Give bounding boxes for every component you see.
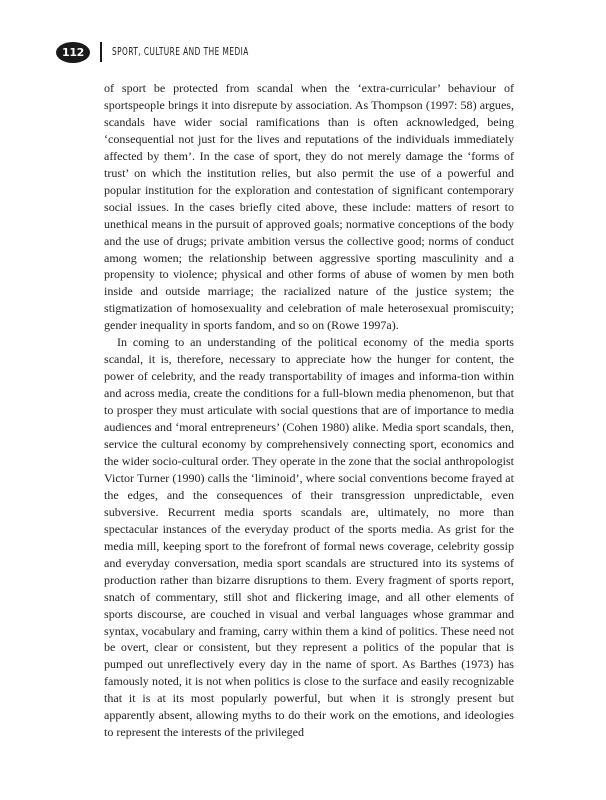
header-divider <box>100 42 102 62</box>
running-title: SPORT, CULTURE AND THE MEDIA <box>112 46 249 58</box>
running-head <box>56 40 287 64</box>
body-text <box>104 80 514 741</box>
paragraph-political-economy: In coming to an understanding of the political economy of the media sports scandal, it is, therefore, necessary to appreciate how the hunger for content, the power of celebrity, and the ready transportability of images and informa-tion within and across media, create the conditions for a full-blown media phenomenon, but that to prosper they must articulate with social questions that are of importance to media audiences and ‘moral entrepreneurs’ (Cohen 1980) alike. Media sport scandals, then, service the cultural economy by comprehensively connecting sport, economics and the wider socio-cultural order. They operate in the zone that the social anthropologist Victor Turner (1990) calls the ‘liminoid’, where social conventions become frayed at the edges, and the consequences of their transgression unpredictable, even subversive. Recurrent media sports scandals are, ultimately, no more than spectacular instances of the everyday product of the sports media. As grist for the media mill, keeping sport to the forefront of formal news coverage, celebrity gossip and everyday conversation, media sport scandals are structured into its systems of production rather than bizarre disruptions to them. Every fragment of sports report, snatch of commentary, still shot and flickering image, and all other elements of sports discourse, are couched in visual and verbal languages whose grammar and syntax, vocabulary and framing, carry within them a kind of politics. These need not be overt, clear or consistent, but they represent a politics of the popular that is pumped out unreflectively every day in the name of sport. As Barthes (1973) has famously noted, it is not when politics is close to the surface and easily recognizable that it is at its most popularly powerful, but when it is strongly present but apparently absent, allowing myths to do their work on the emotions, and ideologies to represent the interests of the privileged <box>104 335 514 740</box>
paragraph-continuation: of sport be protected from scandal when the ‘extra-curricular’ behaviour of sportspeople brings it into disrepute by association. As Thompson (1997: 58) argues, scandals have wider social ramifications than is often acknowledged, being ‘consequential not just for the lives and reputations of the individuals immediately affected by them’. In the case of sport, they do not merely damage the ‘forms of trust’ on which the institution relies, but also permit the use of a powerful and popular institution for the exploration and contestation of significant contemporary social issues. In the cases briefly cited above, these include: matters of resort to unethical means in the pursuit of approved goals; normative conceptions of the body and the use of drugs; private ambition versus the collective good; norms of conduct among women; the relationship between aggressive sporting masculinity and a propensity to violence; physical and other forms of abuse of women by men both inside and outside marriage; the racialized nature of the justice system; the stigmatization of homosexuality and celebration of male heterosexual promiscuity; gender inequality in sports fandom, and so on (Rowe 1997a). <box>104 81 514 333</box>
page-number-badge: 112 <box>56 42 90 63</box>
